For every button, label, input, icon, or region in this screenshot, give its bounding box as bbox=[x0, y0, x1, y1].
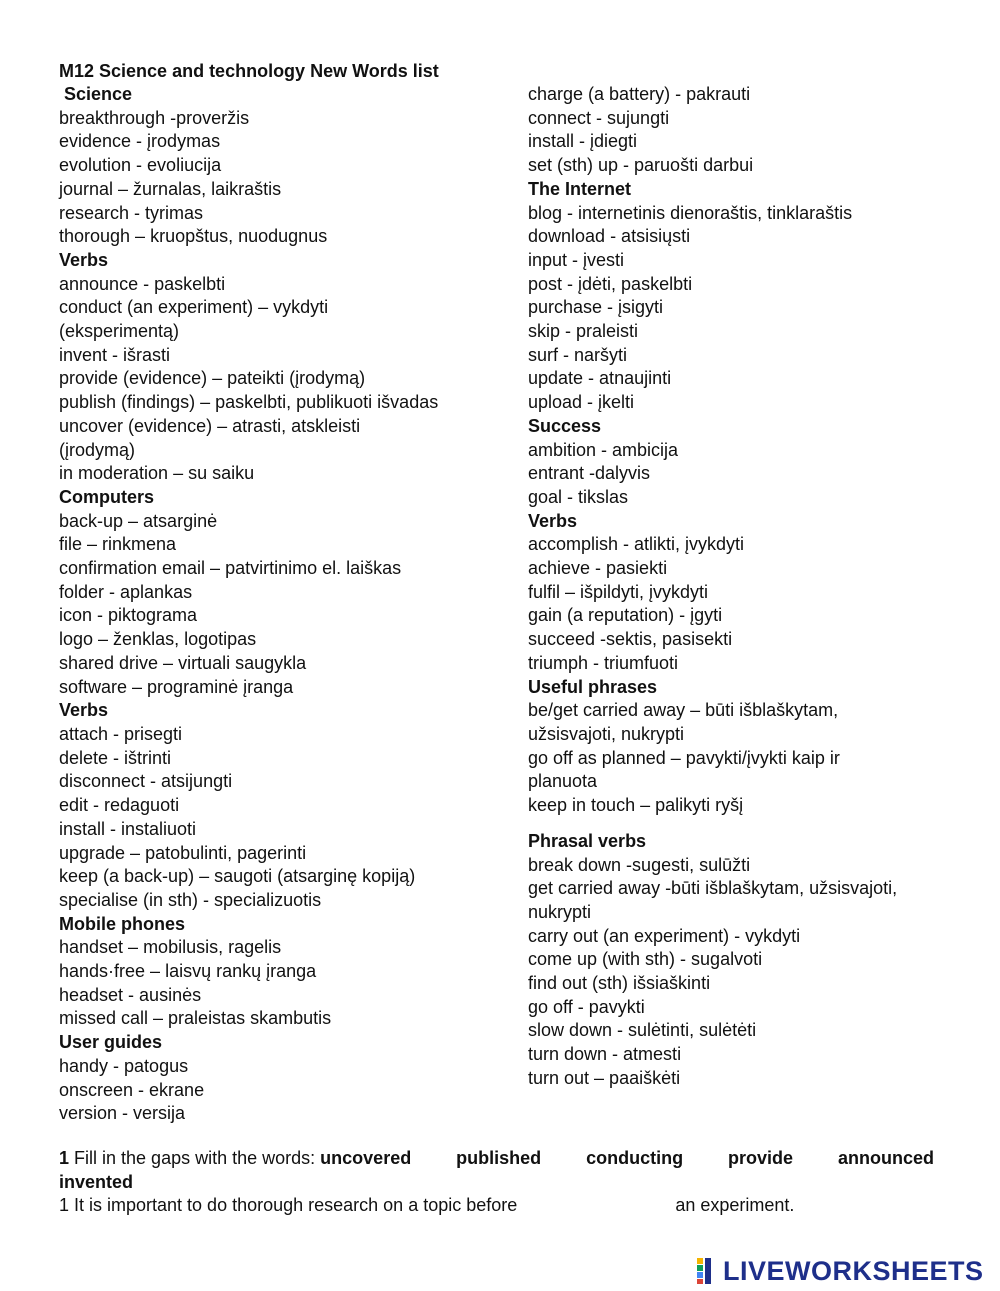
word-bank-item: invented bbox=[59, 1171, 134, 1192]
vocabulary-entry: input - įvesti bbox=[528, 249, 625, 270]
sentence-start: 1 It is important to do thorough research on a topic before bbox=[59, 1195, 518, 1216]
vocabulary-entry: turn down - atmesti bbox=[528, 1044, 682, 1065]
vocabulary-entry: go off as planned – pavykti/įvykti kaip ir bbox=[528, 747, 840, 768]
vocabulary-entry: succeed -sektis, pasisekti bbox=[528, 629, 733, 650]
vocabulary-entry: invent - išrasti bbox=[59, 344, 171, 365]
vocabulary-entry: journal – žurnalas, laikraštis bbox=[59, 178, 282, 199]
section-heading: Mobile phones bbox=[59, 913, 185, 934]
section-heading: User guides bbox=[59, 1032, 163, 1053]
vocabulary-entry: goal - tikslas bbox=[528, 486, 629, 507]
vocabulary-entry: nukrypti bbox=[528, 901, 592, 922]
liveworksheets-logo-icon bbox=[697, 1258, 719, 1284]
vocabulary-entry: upload - įkelti bbox=[528, 392, 635, 413]
vocabulary-entry: file – rinkmena bbox=[59, 534, 177, 555]
section-heading: Verbs bbox=[59, 249, 109, 270]
vocabulary-entry: blog - internetinis dienoraštis, tinklaraštis bbox=[528, 202, 853, 223]
vocabulary-entry: announce - paskelbti bbox=[59, 273, 226, 294]
vocabulary-entry: attach - prisegti bbox=[59, 723, 183, 744]
exercise-instruction bbox=[59, 1147, 934, 1171]
vocabulary-entry: evolution - evoliucija bbox=[59, 155, 222, 176]
vocabulary-entry: set (sth) up - paruošti darbui bbox=[528, 155, 754, 176]
vocabulary-entry: be/get carried away – būti išblaškytam, bbox=[528, 700, 839, 721]
vocabulary-entry: disconnect - atsijungti bbox=[59, 771, 233, 792]
section-heading: Useful phrases bbox=[528, 676, 658, 697]
section-heading: Science bbox=[64, 84, 133, 104]
vocabulary-entry: folder - aplankas bbox=[59, 581, 193, 602]
vocabulary-entry: back-up – atsarginė bbox=[59, 510, 218, 531]
vocabulary-entry: keep (a back-up) – saugoti (atsarginę kopiją) bbox=[59, 866, 416, 887]
vocabulary-entry: handy - patogus bbox=[59, 1055, 189, 1076]
section-heading: Phrasal verbs bbox=[528, 830, 647, 851]
section-heading: Verbs bbox=[528, 510, 578, 531]
spacer bbox=[528, 818, 973, 830]
vocabulary-entry: achieve - pasiekti bbox=[528, 558, 668, 579]
vocabulary-entry: (eksperimentą) bbox=[59, 321, 180, 342]
vocabulary-entry: uncover (evidence) – atrasti, atskleisti bbox=[59, 415, 361, 436]
vocabulary-entry: keep in touch – palikyti ryšį bbox=[528, 795, 744, 816]
vocabulary-entry: surf - naršyti bbox=[528, 344, 628, 365]
section-heading: Verbs bbox=[59, 700, 109, 721]
vocabulary-entry: missed call – praleistas skambutis bbox=[59, 1008, 332, 1029]
vocabulary-entry: software – programinė įranga bbox=[59, 676, 294, 697]
vocabulary-entry: download - atsisiųsti bbox=[528, 226, 691, 247]
word-bank-item: conducting bbox=[586, 1148, 684, 1168]
vocabulary-entry: triumph - triumfuoti bbox=[528, 652, 679, 673]
vocabulary-entry: fulfil – išpildyti, įvykdyti bbox=[528, 581, 709, 602]
liveworksheets-logo bbox=[697, 1255, 984, 1287]
vocabulary-entry: go off - pavykti bbox=[528, 996, 645, 1017]
vocabulary-entry: charge (a battery) - pakrauti bbox=[528, 84, 751, 104]
vocabulary-entry: conduct (an experiment) – vykdyti bbox=[59, 297, 329, 318]
vocabulary-entry: break down -sugesti, sulūžti bbox=[528, 854, 751, 875]
vocabulary-entry: in moderation – su saiku bbox=[59, 463, 255, 484]
word-bank-item: announced bbox=[837, 1148, 934, 1168]
vocabulary-entry: icon - piktograma bbox=[59, 605, 198, 626]
exercise-section bbox=[59, 1147, 934, 1218]
vocabulary-entry: thorough – kruopštus, nuodugnus bbox=[59, 226, 328, 247]
vocabulary-entry: carry out (an experiment) - vykdyti bbox=[528, 925, 801, 946]
vocabulary-entry: logo – ženklas, logotipas bbox=[59, 629, 257, 650]
vocabulary-entry: (įrodymą) bbox=[59, 439, 136, 460]
vocabulary-entry: hands·free – laisvų rankų įranga bbox=[59, 961, 317, 982]
vocabulary-entry: slow down - sulėtinti, sulėtėti bbox=[528, 1020, 757, 1041]
vocabulary-entry: headset - ausinės bbox=[59, 984, 202, 1005]
vocabulary-entry: skip - praleisti bbox=[528, 321, 639, 342]
vocabulary-entry: accomplish - atlikti, įvykdyti bbox=[528, 534, 745, 555]
vocabulary-entry: come up (with sth) - sugalvoti bbox=[528, 949, 763, 970]
vocabulary-entry: planuota bbox=[528, 771, 598, 792]
vocabulary-entry: find out (sth) išsiaškinti bbox=[528, 973, 711, 994]
exercise-instruction-text: Fill in the gaps with the words: bbox=[74, 1148, 316, 1168]
vocabulary-entry: install - instaliuoti bbox=[59, 818, 197, 839]
word-bank-item: uncovered bbox=[320, 1148, 412, 1168]
vocabulary-entry: version - versija bbox=[59, 1103, 186, 1124]
vocabulary-entry: edit - redaguoti bbox=[59, 795, 180, 816]
sentence-end: an experiment. bbox=[675, 1195, 795, 1216]
vocabulary-entry: install - įdiegti bbox=[528, 131, 638, 152]
logo-text: LIVEWORKSHEETS bbox=[723, 1255, 984, 1286]
vocabulary-column-right bbox=[528, 83, 973, 1091]
answer-blank[interactable] bbox=[522, 1198, 670, 1216]
vocabulary-entry: breakthrough -proveržis bbox=[59, 107, 250, 128]
vocabulary-entry: onscreen - ekrane bbox=[59, 1079, 205, 1100]
vocabulary-column-left bbox=[59, 83, 504, 1126]
vocabulary-entry: evidence - įrodymas bbox=[59, 131, 221, 152]
vocabulary-entry: post - įdėti, paskelbti bbox=[528, 273, 693, 294]
vocabulary-entry: upgrade – patobulinti, pagerinti bbox=[59, 842, 307, 863]
vocabulary-entry: turn out – paaiškėti bbox=[528, 1067, 681, 1088]
vocabulary-entry: connect - sujungti bbox=[528, 107, 670, 128]
vocabulary-entry: delete - ištrinti bbox=[59, 747, 172, 768]
vocabulary-entry: research - tyrimas bbox=[59, 202, 204, 223]
section-heading: The Internet bbox=[528, 178, 632, 199]
page-title: M12 Science and technology New Words list bbox=[59, 61, 439, 81]
vocabulary-entry: publish (findings) – paskelbti, publikuoti išvadas bbox=[59, 392, 439, 413]
vocabulary-entry: entrant -dalyvis bbox=[528, 463, 651, 484]
exercise-sentence bbox=[59, 1194, 934, 1218]
vocabulary-entry: handset – mobilusis, ragelis bbox=[59, 937, 282, 958]
vocabulary-entry: užsisvajoti, nukrypti bbox=[528, 723, 685, 744]
vocabulary-entry: confirmation email – patvirtinimo el. laiškas bbox=[59, 558, 402, 579]
vocabulary-entry: purchase - įsigyti bbox=[528, 297, 664, 318]
word-bank-item: provide bbox=[728, 1148, 794, 1168]
vocabulary-entry: get carried away -būti išblaškytam, užsisvajoti, bbox=[528, 878, 898, 899]
section-heading: Success bbox=[528, 415, 602, 436]
vocabulary-entry: specialise (in sth) - specializuotis bbox=[59, 889, 322, 910]
vocabulary-entry: gain (a reputation) - įgyti bbox=[528, 605, 723, 626]
vocabulary-entry: update - atnaujinti bbox=[528, 368, 672, 389]
vocabulary-entry: provide (evidence) – pateikti (įrodymą) bbox=[59, 368, 366, 389]
exercise-number: 1 bbox=[59, 1148, 70, 1168]
word-bank-item: published bbox=[456, 1148, 542, 1168]
section-heading: Computers bbox=[59, 486, 155, 507]
vocabulary-entry: ambition - ambicija bbox=[528, 439, 679, 460]
vocabulary-entry: shared drive – virtuali saugykla bbox=[59, 652, 307, 673]
